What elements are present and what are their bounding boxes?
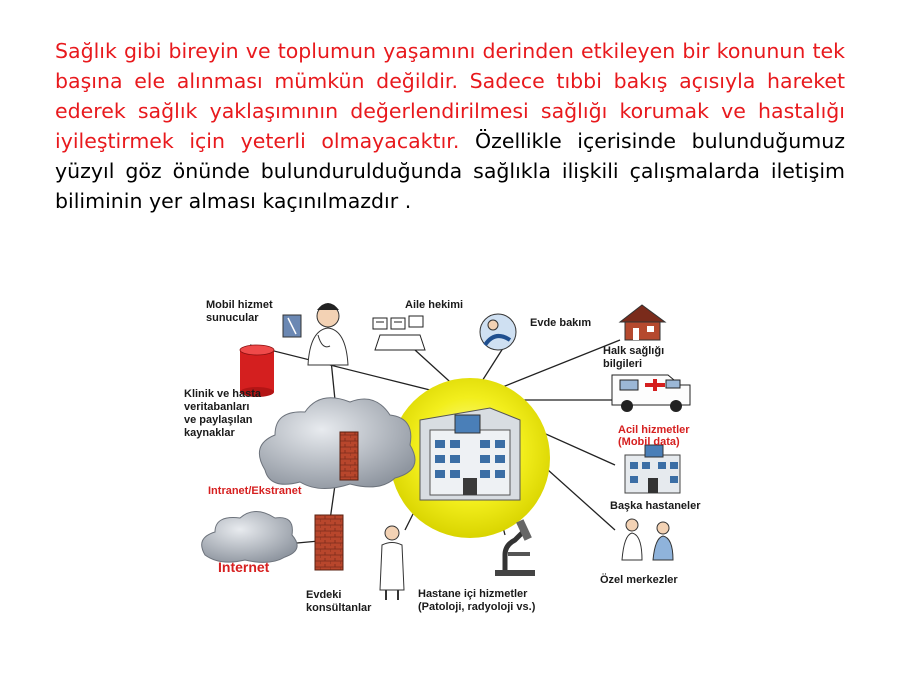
satellite-dish-icon [283, 315, 301, 337]
label-mobile-1: Mobil hizmet [206, 299, 273, 311]
intranet-cloud [259, 398, 415, 489]
label-in-hospital-2: (Patoloji, radyoloji vs.) [418, 601, 536, 613]
internet-cloud [202, 512, 297, 563]
internet-firewall-icon [315, 515, 343, 570]
paragraph-red-text: Sağlık gibi bireyin ve toplumun yaşamını derinden etkileyen bir konunun tek başına ele alınması mümkün değildir. Sadece tıbbi bakış açısıyla hareket ederek sağlık yaklaşımının değerlendirilmesi sağlığı korumak ve hastalığı iyileştirmek için yeterli olmayacaktır. [55, 39, 845, 153]
doctor-icon [380, 526, 404, 600]
paragraph-black-text: Özellikle içerisinde bulunduğumuz yüzyıl göz önünde bulundurulduğunda sağlıkla ilişkili çalışmalarda iletişim biliminin yer alması kaçınılmazdır . [55, 129, 845, 213]
label-clinic-2: veritabanları [184, 401, 250, 413]
nurse-icon [308, 303, 348, 365]
label-public-health-2: bilgileri [603, 358, 643, 370]
label-emergency-1: Acil hizmetler [618, 424, 690, 436]
label-intranet: Intranet/Ekstranet [208, 485, 302, 497]
public-health-house-icon [620, 305, 665, 340]
label-clinic-3: ve paylaşılan [184, 414, 253, 426]
family-doctor-computers-icon [373, 316, 425, 350]
label-mobile-2: sunucular [206, 312, 259, 324]
label-emergency-2: (Mobil data) [618, 436, 680, 448]
label-home-consultants-1: Evdeki [306, 589, 342, 601]
ambulance-icon [612, 375, 690, 412]
label-family-doctor: Aile hekimi [405, 299, 464, 311]
label-public-health-1: Halk sağlığı [603, 345, 665, 357]
private-centers-icon [622, 519, 673, 560]
other-hospitals-icon [625, 445, 680, 493]
label-clinic-4: kaynaklar [184, 427, 235, 439]
label-private-centers: Özel merkezler [600, 574, 678, 586]
label-clinic-1: Klinik ve hasta [184, 388, 262, 400]
label-home-care: Evde bakım [530, 317, 592, 329]
hospital-building-icon [420, 408, 520, 500]
label-internet: Internet [218, 559, 270, 575]
home-care-icon [480, 314, 516, 350]
label-other-hospitals: Başka hastaneler [610, 500, 701, 512]
firewall-icon [340, 432, 358, 480]
label-home-consultants-2: konsültanlar [306, 602, 372, 614]
label-in-hospital-1: Hastane içi hizmetler [418, 588, 528, 600]
